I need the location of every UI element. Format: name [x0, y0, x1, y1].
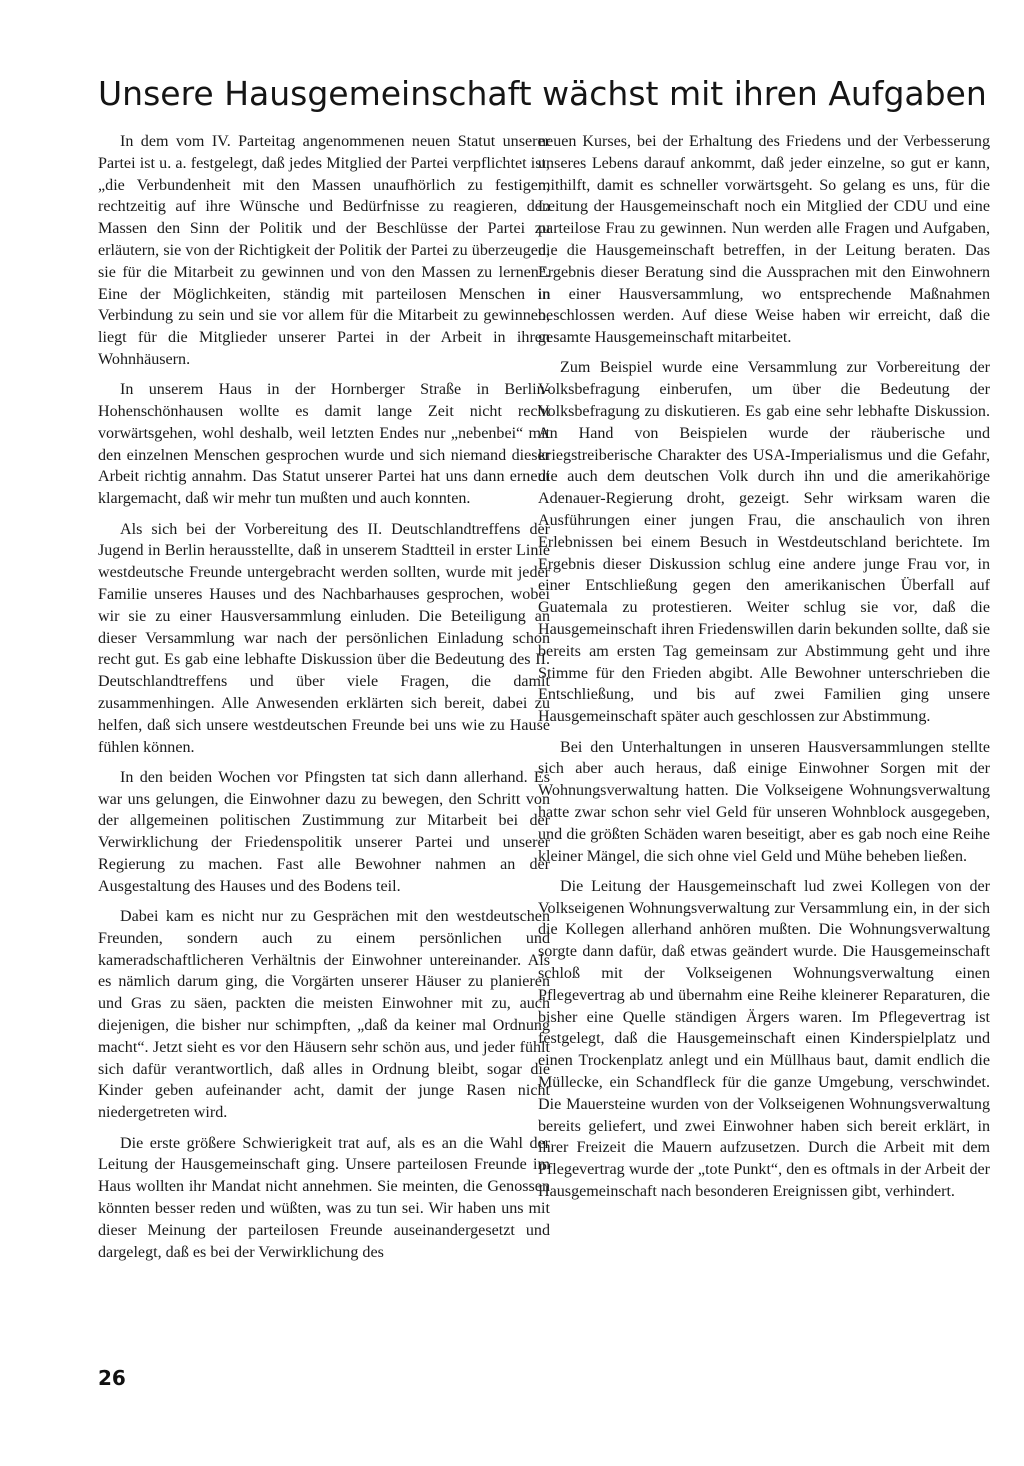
paragraph: Bei den Unterhaltungen in unseren Hausversammlungen stellte sich aber auch heraus, daß einige Einwohner Sorgen mit der Wohnungsverwaltung hatten. Die Volkseigene Wohnungsverwaltung hatte zwar schon sehr viel Geld für unseren Wohnblock ausgegeben, und die größten Schäden waren beseitigt, aber es gab noch eine Reihe kleiner Mängel, die sich ohne viel Geld und Mühe beheben ließen. — [538, 738, 990, 865]
paragraph: Die Leitung der Hausgemeinschaft lud zwei Kollegen von der Volkseigenen Wohnungsverwaltung zur Versammlung ein, in der sich die Kollegen allerhand anhören mußten. Die Wohnungsverwaltung sorgte dann dafür, daß etwas geändert wurde. Die Hausgemeinschaft schloß mit der Volkseigenen Wohnungsverwaltung einen Pflegevertrag ab und übernahm eine Reihe kleinerer Reparaturen, die bisher eine Quelle ständigen Ärgers waren. Im Pflegevertrag ist festgelegt, daß die Hausgemeinschaft einen Kinderspielplatz und einen Trockenplatz anlegt und ein Müllhaus baut, damit endlich die Müllecke, ein Schandfleck für die ganze Umgebung, verschwindet. Die Mauersteine wurden von der Volkseigenen Wohnungsverwaltung bereits geliefert, und zwei Einwohner haben sich bereit erklärt, in ihrer Freizeit die Mauern aufzusetzen. Durch die Arbeit mit dem Pflegevertrag wurde der „tote Punkt“, den es oftmals in der Arbeit der Hausgemeinschaft nach besonderen Ereignissen gibt, verhindert. — [538, 877, 990, 1200]
article-title: Unsere Hausgemeinschaft wächst mit ihren Aufgaben — [98, 74, 987, 113]
paragraph: Zum Beispiel wurde eine Versammlung zur Vorbereitung der Volksbefragung einberufen, um über die Bedeutung der Volksbefragung zu diskutieren. Es gab eine sehr lebhafte Diskussion. An Hand von Beispielen wurde der räuberische und kriegstreiberische Charakter des USA-Imperialismus und die Gefahr, die auch dem deutschen Volk durch ihn und die amerikahörige Adenauer-Regierung droht, gezeigt. Sehr wirksam waren die Ausführungen einer jungen Frau, die anschaulich von ihren Erlebnissen bei einem Besuch in Westdeutschland berichtete. Im Ergebnis dieser Diskussion schlug eine andere junge Frau vor, in einer Entschließung gegen den amerikanischen Überfall auf Guatemala zu protestieren. Weiter schlug sie vor, daß die Hausgemeinschaft ihren Friedenswillen darin bekunden sollte, daß sie bereits am ersten Tag gemeinsam zur Abstimmung geht und ihre Stimme für den Frieden abgibt. Alle Bewohner unterschrieben die Entschließung, und bis auf zwei Familien ging unsere Hausgemeinschaft später auch geschlossen zur Abstimmung. — [538, 359, 990, 726]
page-number: 26 — [98, 1366, 126, 1390]
right-column — [538, 131, 990, 1211]
paragraph: Als sich bei der Vorbereitung des II. Deutschlandtreffens der Jugend in Berlin herausstellte, daß in unserem Stadtteil in erster Linie westdeutsche Freunde untergebracht werden sollten, wurde mit jeder Familie unseres Hauses und des Nachbarhauses gesprochen, wobei wir sie zu einer Hausversammlung einluden. Die Beteiligung an dieser Versammlung war nach der persönlichen Einladung schon recht gut. Es gab eine lebhafte Diskussion über die Bedeutung des II. Deutschlandtreffens und über viele Fragen, die damit zusammenhingen. Alle Anwesenden erklärten sich bereit, dabei zu helfen, daß sich unsere westdeutschen Freunde bei uns wie zu Hause fühlen können. — [98, 520, 550, 756]
left-column — [98, 131, 550, 1272]
paragraph: Die erste größere Schwierigkeit trat auf, als es an die Wahl der Leitung der Hausgemeinschaft ging. Unsere parteilosen Freunde im Haus wollten ihr Mandat nicht annehmen. Sie meinten, die Genossen könnten besser reden und wüßten, was zu tun sei. Wir haben uns mit dieser Meinung der parteilosen Freunde auseinandergesetzt und dargelegt, daß es bei der Verwirklichung des — [98, 1134, 550, 1261]
paragraph: In den beiden Wochen vor Pfingsten tat sich dann allerhand. Es war uns gelungen, die Einwohner dazu zu bewegen, den Schritt von der allgemeinen politischen Zustimmung zur Mitarbeit bei der Verwirklichung der Friedenspolitik unserer Partei und unserer Regierung zu machen. Fast alle Bewohner nahmen an der Ausgestaltung des Hauses und des Bodens teil. — [98, 768, 550, 895]
paragraph: In unserem Haus in der Hornberger Straße in Berlin-Hohenschönhausen wollte es damit lange Zeit nicht recht vorwärtsgehen, wohl deshalb, weil letzten Endes nur „nebenbei“ mit den einzelnen Menschen gesprochen wurde und sich niemand dieser Arbeit richtig annahm. Das Statut unserer Partei hat uns dann erneut klargemacht, daß wir mehr tun mußten und auch konnten. — [98, 381, 550, 508]
paragraph: Dabei kam es nicht nur zu Gesprächen mit den westdeutschen Freunden, sondern auch zu einem persönlichen und kameradschaftlicheren Verhältnis der Einwohner untereinander. Als es nämlich darum ging, die Vorgärten unserer Häuser zu planieren und Gras zu säen, packten die meisten Einwohner mit zu, auch diejenigen, die bisher nur schimpften, „daß da keiner mal Ordnung macht“. Jetzt sieht es vor den Häusern sehr schön aus, und jeder fühlt sich dafür verantwortlich, daß alles in Ordnung bleibt, sogar die Kinder geben aufeinander acht, damit der junge Rasen nicht niedergetreten wird. — [98, 908, 550, 1122]
paragraph: In dem vom IV. Parteitag angenommenen neuen Statut unserer Partei ist u. a. festgelegt, daß jedes Mitglied der Partei verpflichtet ist, „die Verbundenheit mit den Massen unaufhörlich zu festigen, rechtzeitig auf ihre Wünsche und Bedürfnisse zu reagieren, den Massen den Sinn der Politik und der Beschlüsse der Partei zu erläutern, sie von der Richtigkeit der Politik der Partei zu überzeugen, sie für die Mitarbeit zu gewinnen und von den Massen zu lernen“. Eine der Möglichkeiten, ständig mit parteilosen Menschen in Verbindung zu sein und sie vor allem für die Mitarbeit zu gewinnen, liegt für die Mitglieder unserer Partei in der Arbeit in ihren Wohnhäusern. — [98, 133, 550, 368]
paragraph-continued: neuen Kurses, bei der Erhaltung des Friedens und der Verbesserung unseres Lebens darauf ankommt, daß jeder einzelne, so gut er kann, mithilft, damit es schneller vorwärtsgeht. So gelang es uns, für die Leitung der Hausgemeinschaft noch ein Mitglied der CDU und eine parteilose Frau zu gewinnen. Nun werden alle Fragen und Aufgaben, die die Hausgemeinschaft betreffen, in der Leitung beraten. Das Ergebnis dieser Beratung sind die Aussprachen mit den Einwohnern in einer Hausversammlung, wo entsprechende Maßnahmen beschlossen werden. Auf diese Weise haben wir erreicht, daß die gesamte Hausgemeinschaft mitarbeitet. — [538, 133, 990, 347]
